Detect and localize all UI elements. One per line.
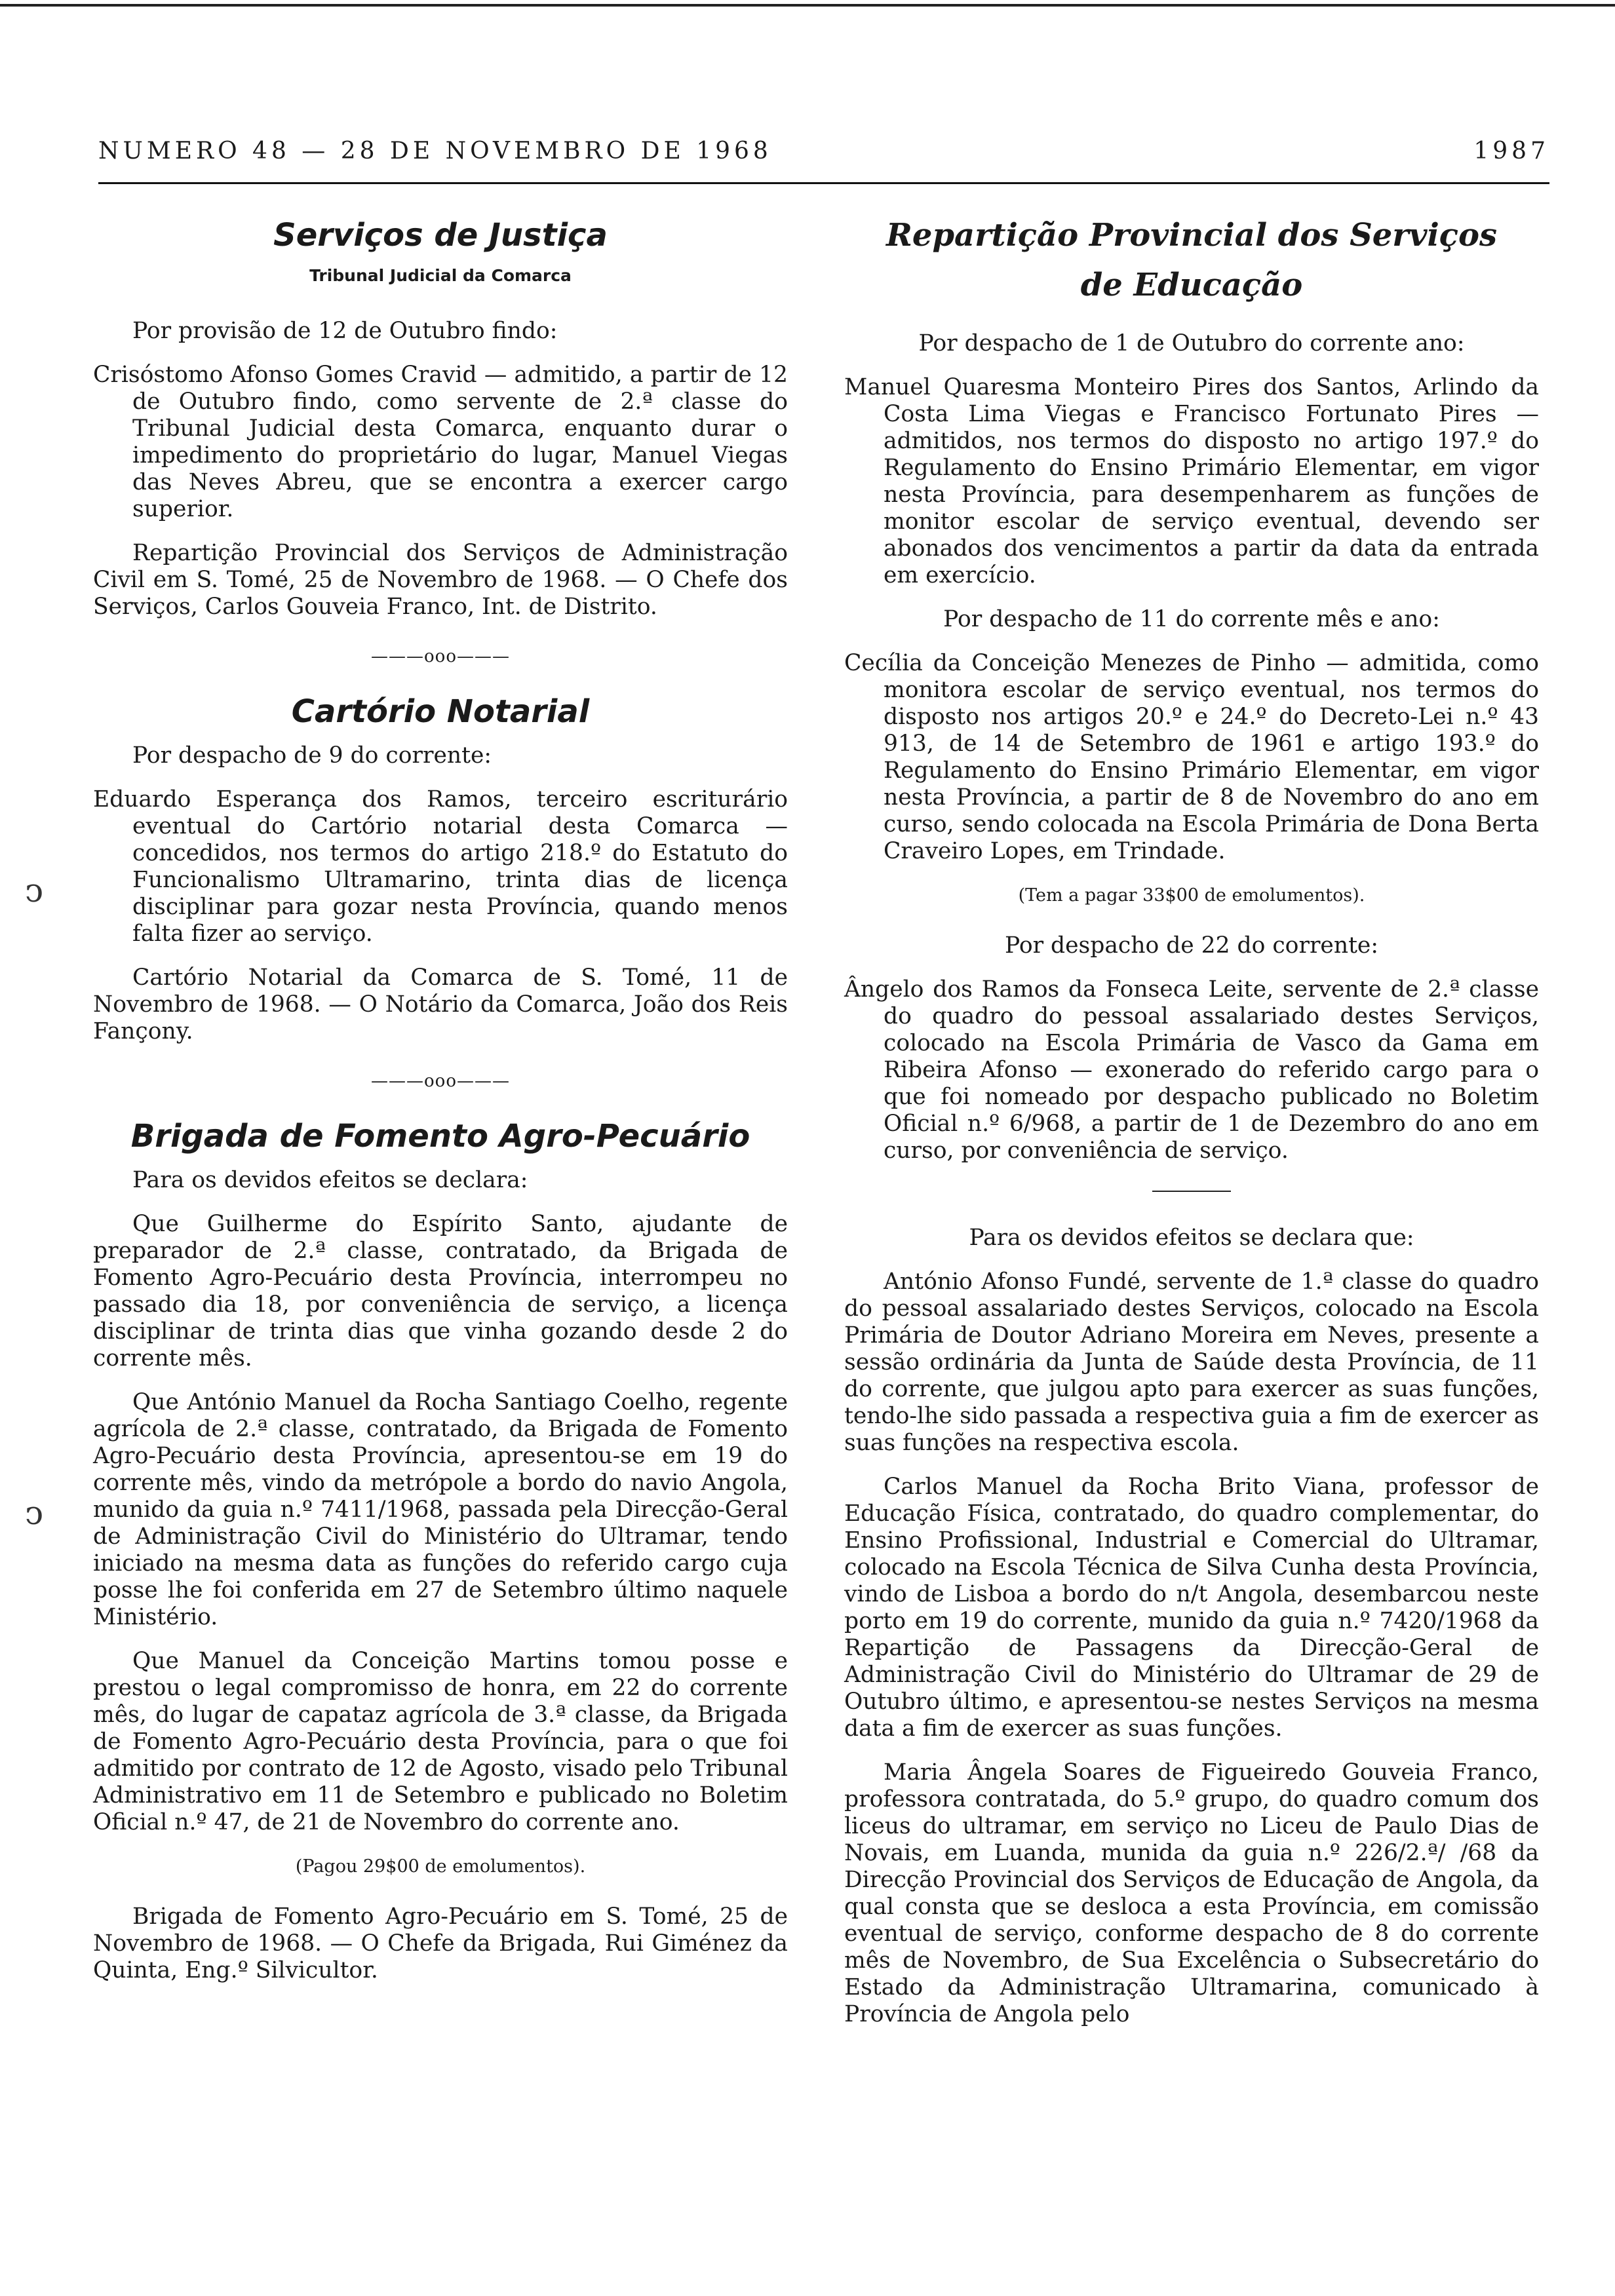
separator-3	[1152, 1191, 1231, 1192]
educacao-paragraph-5: Carlos Manuel da Rocha Brito Viana, professor de Educação Física, contratado, do quadro complementar, do Ensino Profissional, Industrial e Comercial do Ultramar, colocado na Escola Técnica de Silva Cunha desta Província, vindo de Lisboa a bordo do n/t Angola, desembarcou neste porto em 19 do corrente, munido da guia n.º 7420/1968 da Repartição de Passagens da Direcção-Geral de Administração Civil do Ministério do Ultramar de 29 de Outubro último, e apresentou-se nestes Serviços na mesma data a fim de exercer as suas funções.	[844, 1474, 1539, 1742]
cartorio-intro: Por despacho de 9 do corrente:	[132, 742, 492, 769]
brigada-paragraph-1: Que Guilherme do Espírito Santo, ajudante de preparador de 2.ª classe, contratado, da Brigada de Fomento Agro-Pecuário desta Província, interrompeu no passado dia 18, por conveniência de serviço, a licença disciplinar de trinta dias que vinha gozando desde 2 do corrente mês.	[93, 1211, 788, 1371]
header-rule	[98, 182, 1549, 184]
page-header	[98, 131, 1549, 170]
cartorio-body: Eduardo Esperança dos Ramos, terceiro escriturário eventual do Cartório notarial desta Comarca — concedidos, nos termos do artigo 218.º do Estatuto do Funcionalismo Ultramarino, trinta dias de licença disciplinar para gozar nesta Província, quando menos falta fizer ao serviço.	[93, 786, 788, 947]
educacao-intro-3: Por despacho de 22 do corrente:	[1005, 932, 1378, 959]
justica-signature: Repartição Provincial dos Serviços de Administração Civil em S. Tomé, 25 de Novembro de 1968. — O Chefe dos Serviços, Carlos Gouveia Franco, Int. de Distrito.	[93, 540, 788, 620]
brigada-paragraph-3: Que Manuel da Conceição Martins tomou posse e prestou o legal compromisso de honra, em 22 do corrente mês, do lugar de capataz agrícola de 3.ª classe, da Brigada de Fomento Agro-Pecuário desta Província, para o que foi admitido por contrato de 12 de Agosto, visado pelo Tribunal Administrativo em 11 de Setembro e publicado no Boletim Oficial n.º 47, de 21 de Novembro do corrente ano.	[93, 1648, 788, 1835]
section-subtitle-tribunal: Tribunal Judicial da Comarca	[309, 266, 572, 285]
educacao-intro-2: Por despacho de 11 do corrente mês e ano:	[943, 606, 1440, 632]
brigada-paragraph-2: Que António Manuel da Rocha Santiago Coelho, regente agrícola de 2.ª classe, contratado, da Brigada de Fomento Agro-Pecuário desta Província, apresentou-se em 19 do corrente mês, vindo da metrópole a bordo do navio Angola, munido da guia n.º 7411/1968, passada pela Direcção-Geral de Administração Civil do Ministério do Ultramar, tendo iniciado na mesma data as funções do referido cargo cuja posse lhe foi conferida em 27 de Setembro último naquele Ministério.	[93, 1389, 788, 1630]
justica-intro: Por provisão de 12 de Outubro findo:	[132, 318, 558, 344]
brigada-intro: Para os devidos efeitos se declara:	[132, 1167, 528, 1193]
educacao-paragraph-2: Cecília da Conceição Menezes de Pinho — admitida, como monitora escolar de serviço eventual, nos termos do disposto nos artigos 20.º e 24.º do Decreto-Lei n.º 43 913, de 14 de Setembro de 1961 e artigo 193.º do Regulamento do Ensino Primário Elementar, em vigor nesta Província, a partir de 8 de Novembro do ano em curso, sendo colocada na Escola Primária de Dona Berta Craveiro Lopes, em Trindade.	[844, 650, 1539, 864]
top-border-line	[0, 4, 1615, 7]
section-title-brigada: Brigada de Fomento Agro-Pecuário	[130, 1118, 750, 1155]
educacao-fee-note: (Tem a pagar 33$00 de emolumentos).	[1018, 885, 1365, 906]
brigada-fee-note: (Pagou 29$00 de emolumentos).	[295, 1856, 586, 1877]
educacao-intro-1: Por despacho de 1 de Outubro do corrente ano:	[918, 330, 1465, 356]
educacao-intro-4: Para os devidos efeitos se declara que:	[969, 1225, 1414, 1251]
right-column	[844, 216, 1539, 2045]
separator-1: ———ooo———	[371, 647, 510, 666]
section-title-cartorio: Cartório Notarial	[291, 693, 590, 730]
page-number: 1987	[1473, 137, 1549, 164]
margin-mark-icon: ↄ	[25, 871, 44, 909]
issue-line: NUMERO 48 — 28 DE NOVEMBRO DE 1968	[98, 137, 772, 164]
left-column	[93, 216, 788, 2001]
section-title-justica: Serviços de Justiça	[273, 217, 608, 254]
educacao-paragraph-6: Maria Ângela Soares de Figueiredo Gouveia Franco, professora contratada, do 5.º grupo, do quadro comum dos liceus do ultramar, em serviço no Liceu de Paulo Dias de Novais, em Luanda, munida da guia n.º 226/2.ª/ /68 da Direcção Provincial dos Serviços de Educação de Angola, da qual consta que se desloca a esta Província, em comissão eventual de serviço, conforme despacho de 8 do corrente mês de Novembro, de Sua Excelência o Subsecretário do Estado da Administração Ultramarina, comunicado à Província de Angola pelo	[844, 1759, 1539, 2027]
educacao-paragraph-1: Manuel Quaresma Monteiro Pires dos Santos, Arlindo da Costa Lima Viegas e Francisco Fortunato Pires — admitidos, nos termos do disposto no artigo 197.º do Regulamento do Ensino Primário Elementar, em vigor nesta Província, para desempenharem as funções de monitor escolar de serviço eventual, devendo ser abonados dos vencimentos a partir da data da entrada em exercício.	[844, 374, 1539, 588]
separator-2: ———ooo———	[371, 1071, 510, 1091]
section-title-educacao-line-2: de Educação	[1080, 267, 1303, 303]
margin-mark-icon: ↄ	[25, 1494, 44, 1532]
brigada-signature: Brigada de Fomento Agro-Pecuário em S. Tomé, 25 de Novembro de 1968. — O Chefe da Brigada, Rui Giménez da Quinta, Eng.º Silvicultor.	[93, 1904, 788, 1983]
justica-body: Crisóstomo Afonso Gomes Cravid — admitido, a partir de 12 de Outubro findo, como servente de 2.ª classe do Tribunal Judicial desta Comarca, enquanto durar o impedimento do proprietário do lugar, Manuel Viegas das Neves Abreu, que se encontra a exercer cargo superior.	[93, 362, 788, 522]
educacao-paragraph-3: Ângelo dos Ramos da Fonseca Leite, servente de 2.ª classe do quadro do pessoal assalariado destes Serviços, colocado na Escola Primária de Vasco da Gama em Ribeira Afonso — exonerado do referido cargo para o que foi nomeado por despacho publicado no Boletim Oficial n.º 6/968, a partir de 1 de Dezembro do ano em curso, por conveniência de serviço.	[844, 976, 1539, 1164]
cartorio-signature: Cartório Notarial da Comarca de S. Tomé, 11 de Novembro de 1968. — O Notário da Comarca, João dos Reis Fançony.	[93, 965, 788, 1044]
educacao-paragraph-4: António Afonso Fundé, servente de 1.ª classe do quadro do pessoal assalariado destes Serviços, colocado na Escola Primária de Doutor Adriano Moreira em Neves, presente a sessão ordinária da Junta de Saúde desta Província, de 11 do corrente, que julgou apto para exercer as suas funções, tendo-lhe sido passada a respectiva guia a fim de exercer as suas funções na respectiva escola.	[844, 1269, 1539, 1456]
section-title-educacao-line-1: Repartição Provincial dos Serviços	[886, 217, 1497, 254]
